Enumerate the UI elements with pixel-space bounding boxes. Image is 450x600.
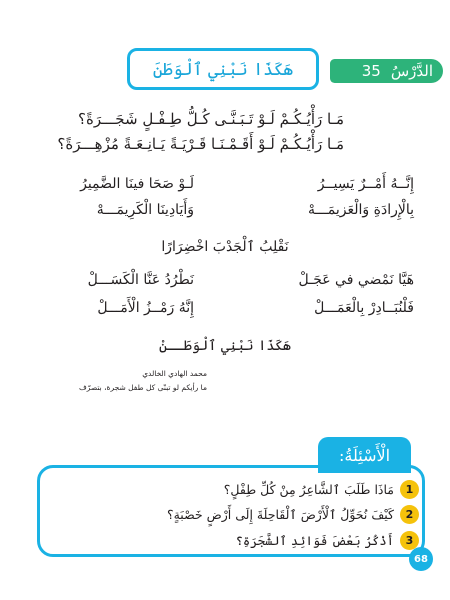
question-number: 2 [400,505,419,524]
question-text: كَيْفَ نُحَوِّلُ ٱلْأَرْضَ ٱلْقَاحِلَةَ إِلَى أَرْضٍ خَصْبَةٍ؟ [166,506,394,522]
poem-line: وَأَيَادِينَا الْكَرِيمَـــهْ [96,202,194,218]
poem-line: نَطْرُدُ عَنَّا الْكَسَـــلْ [87,272,194,288]
source-author: محمد الهادي الخالدي [142,369,207,378]
poem-line: بِالْإِرادَةِ وَالْعَزيمَـــهْ [307,202,414,218]
question-item [236,530,419,550]
question-number: 1 [400,480,419,499]
question-number: 3 [400,531,419,550]
intro-line-1: مَـا رَأْيُـكُـمْ لَـوْ تَـبَـنَّـى كُـلُّ طِـفْـلٍ شَجَـــرَةً؟ [78,110,344,128]
question-text: أَذْكُرُ بَعْضَ فَوَائِدِ ٱلشَّجَرَةِ؟ [235,532,394,548]
source-note: ما رأيكم لو تبنّى كل طفل شجرة، بتصرّف [78,383,207,392]
poem-closing: هَكَذَا نَبْنِي ٱلْوَطَــنْ [159,338,291,354]
poem-refrain: نَقْلِبُ ٱلْجَدْبَ اخْضِرَارًا [161,239,289,255]
question-item [167,504,419,524]
poem-line: فَلْنُبَــادِرْ بِالْعَمَـــلْ [314,300,414,316]
question-item [224,479,419,499]
poem-line: إِنَّــهُ أَمْــرٌ يَسِيــرُ [317,176,414,192]
lesson-number: 35 [361,62,381,80]
intro-line-2: مَـا رَأْيُـكُـمْ لَـوْ أَقَـمْـنَـا قَـرْيَـةً يَـانِـعَـةً مُزْهِـــرَةً؟ [57,135,344,153]
poem-line: إِنَّهُ رَمْــزُ الْأَمَـــلْ [97,300,194,316]
page-number: 68 [409,547,433,571]
poem-line: لَـوْ صَحَا فينَا الضَّمِيرُ [80,176,194,192]
lesson-label: الدَّرْسُ [390,62,433,80]
poem-line: هَيَّا نَمْضي في عَجَـلْ [298,272,414,288]
lesson-badge [330,59,443,83]
question-text: مَاذَا طَلَبَ ٱلشَّاعِرُ مِنْ كُلِّ طِفْلٍ؟ [223,481,394,497]
page-title: هَكَذَا نَبْنِي ٱلْوَطَنَ [127,48,319,90]
questions-heading: الْأَسْئِلَةُ: [318,437,411,473]
